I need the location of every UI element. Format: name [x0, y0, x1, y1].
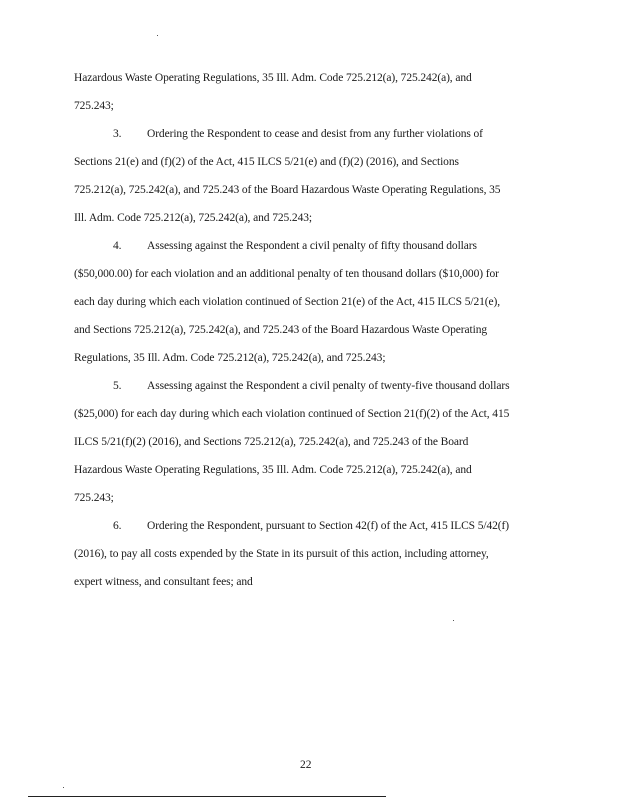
paragraph-number: 6. [113, 520, 122, 532]
line-text: (2016), to pay all costs expended by the State in its pursuit of this action, including attorney, [74, 548, 489, 560]
line-text: Ordering the Respondent to cease and desist from any further violations of [147, 128, 483, 140]
paragraph-number: 3. [113, 128, 122, 140]
text-line-9 [74, 295, 500, 309]
text-line-15 [74, 463, 472, 477]
text-line-10 [74, 323, 487, 337]
footer-rule [28, 796, 386, 797]
line-text: 725.212(a), 725.242(a), and 725.243 of the Board Hazardous Waste Operating Regulations, 35 [74, 184, 501, 196]
page-number: 22 [300, 759, 312, 771]
line-text: ($25,000) for each day during which each violation continued of Section 21(f)(2) of the Act, 415 [74, 408, 510, 420]
line-text: Ordering the Respondent, pursuant to Section 42(f) of the Act, 415 ILCS 5/42(f) [147, 520, 509, 532]
line-text: and Sections 725.212(a), 725.242(a), and 725.243 of the Board Hazardous Waste Operating [74, 324, 487, 336]
line-text: 725.243; [74, 100, 114, 112]
line-text: 725.243; [74, 492, 114, 504]
scan-speck [453, 620, 454, 621]
text-line-18 [74, 547, 489, 561]
line-text: Hazardous Waste Operating Regulations, 35 Ill. Adm. Code 725.212(a), 725.242(a), and [74, 464, 472, 476]
line-text: Assessing against the Respondent a civil penalty of fifty thousand dollars [147, 240, 477, 252]
paragraph-number: 5. [113, 380, 122, 392]
text-line-8 [74, 267, 499, 281]
scan-speck [157, 35, 158, 36]
paragraph-4-first-line [113, 239, 477, 253]
paragraph-3-first-line [113, 127, 483, 141]
line-text: Hazardous Waste Operating Regulations, 35 Ill. Adm. Code 725.212(a), 725.242(a), and [74, 72, 472, 84]
line-text: ($50,000.00) for each violation and an additional penalty of ten thousand dollars ($10,000) for [74, 268, 499, 280]
paragraph-number: 4. [113, 240, 122, 252]
line-text: Assessing against the Respondent a civil penalty of twenty-five thousand dollars [147, 380, 510, 392]
line-text: ILCS 5/21(f)(2) (2016), and Sections 725.212(a), 725.242(a), and 725.243 of the Board [74, 436, 469, 448]
line-text: Sections 21(e) and (f)(2) of the Act, 415 ILCS 5/21(e) and (f)(2) (2016), and Sections [74, 156, 459, 168]
text-line-13 [74, 407, 509, 421]
text-line-14 [74, 435, 468, 449]
line-text: Ill. Adm. Code 725.212(a), 725.242(a), and 725.243; [74, 212, 312, 224]
text-line-6 [74, 211, 312, 225]
paragraph-5-first-line [113, 379, 509, 393]
text-line-4 [74, 155, 459, 169]
text-line-11 [74, 351, 385, 365]
text-line-5 [74, 183, 500, 197]
text-line-2 [74, 99, 114, 113]
line-text: each day during which each violation continued of Section 21(e) of the Act, 415 ILCS 5/21(e), [74, 296, 500, 308]
scan-speck [63, 787, 64, 788]
line-text: Regulations, 35 Ill. Adm. Code 725.212(a), 725.242(a), and 725.243; [74, 352, 386, 364]
line-text: expert witness, and consultant fees; and [74, 576, 253, 588]
text-line-1 [74, 71, 472, 85]
text-line-16 [74, 491, 114, 505]
paragraph-6-first-line [113, 519, 509, 533]
text-line-19 [74, 575, 253, 589]
